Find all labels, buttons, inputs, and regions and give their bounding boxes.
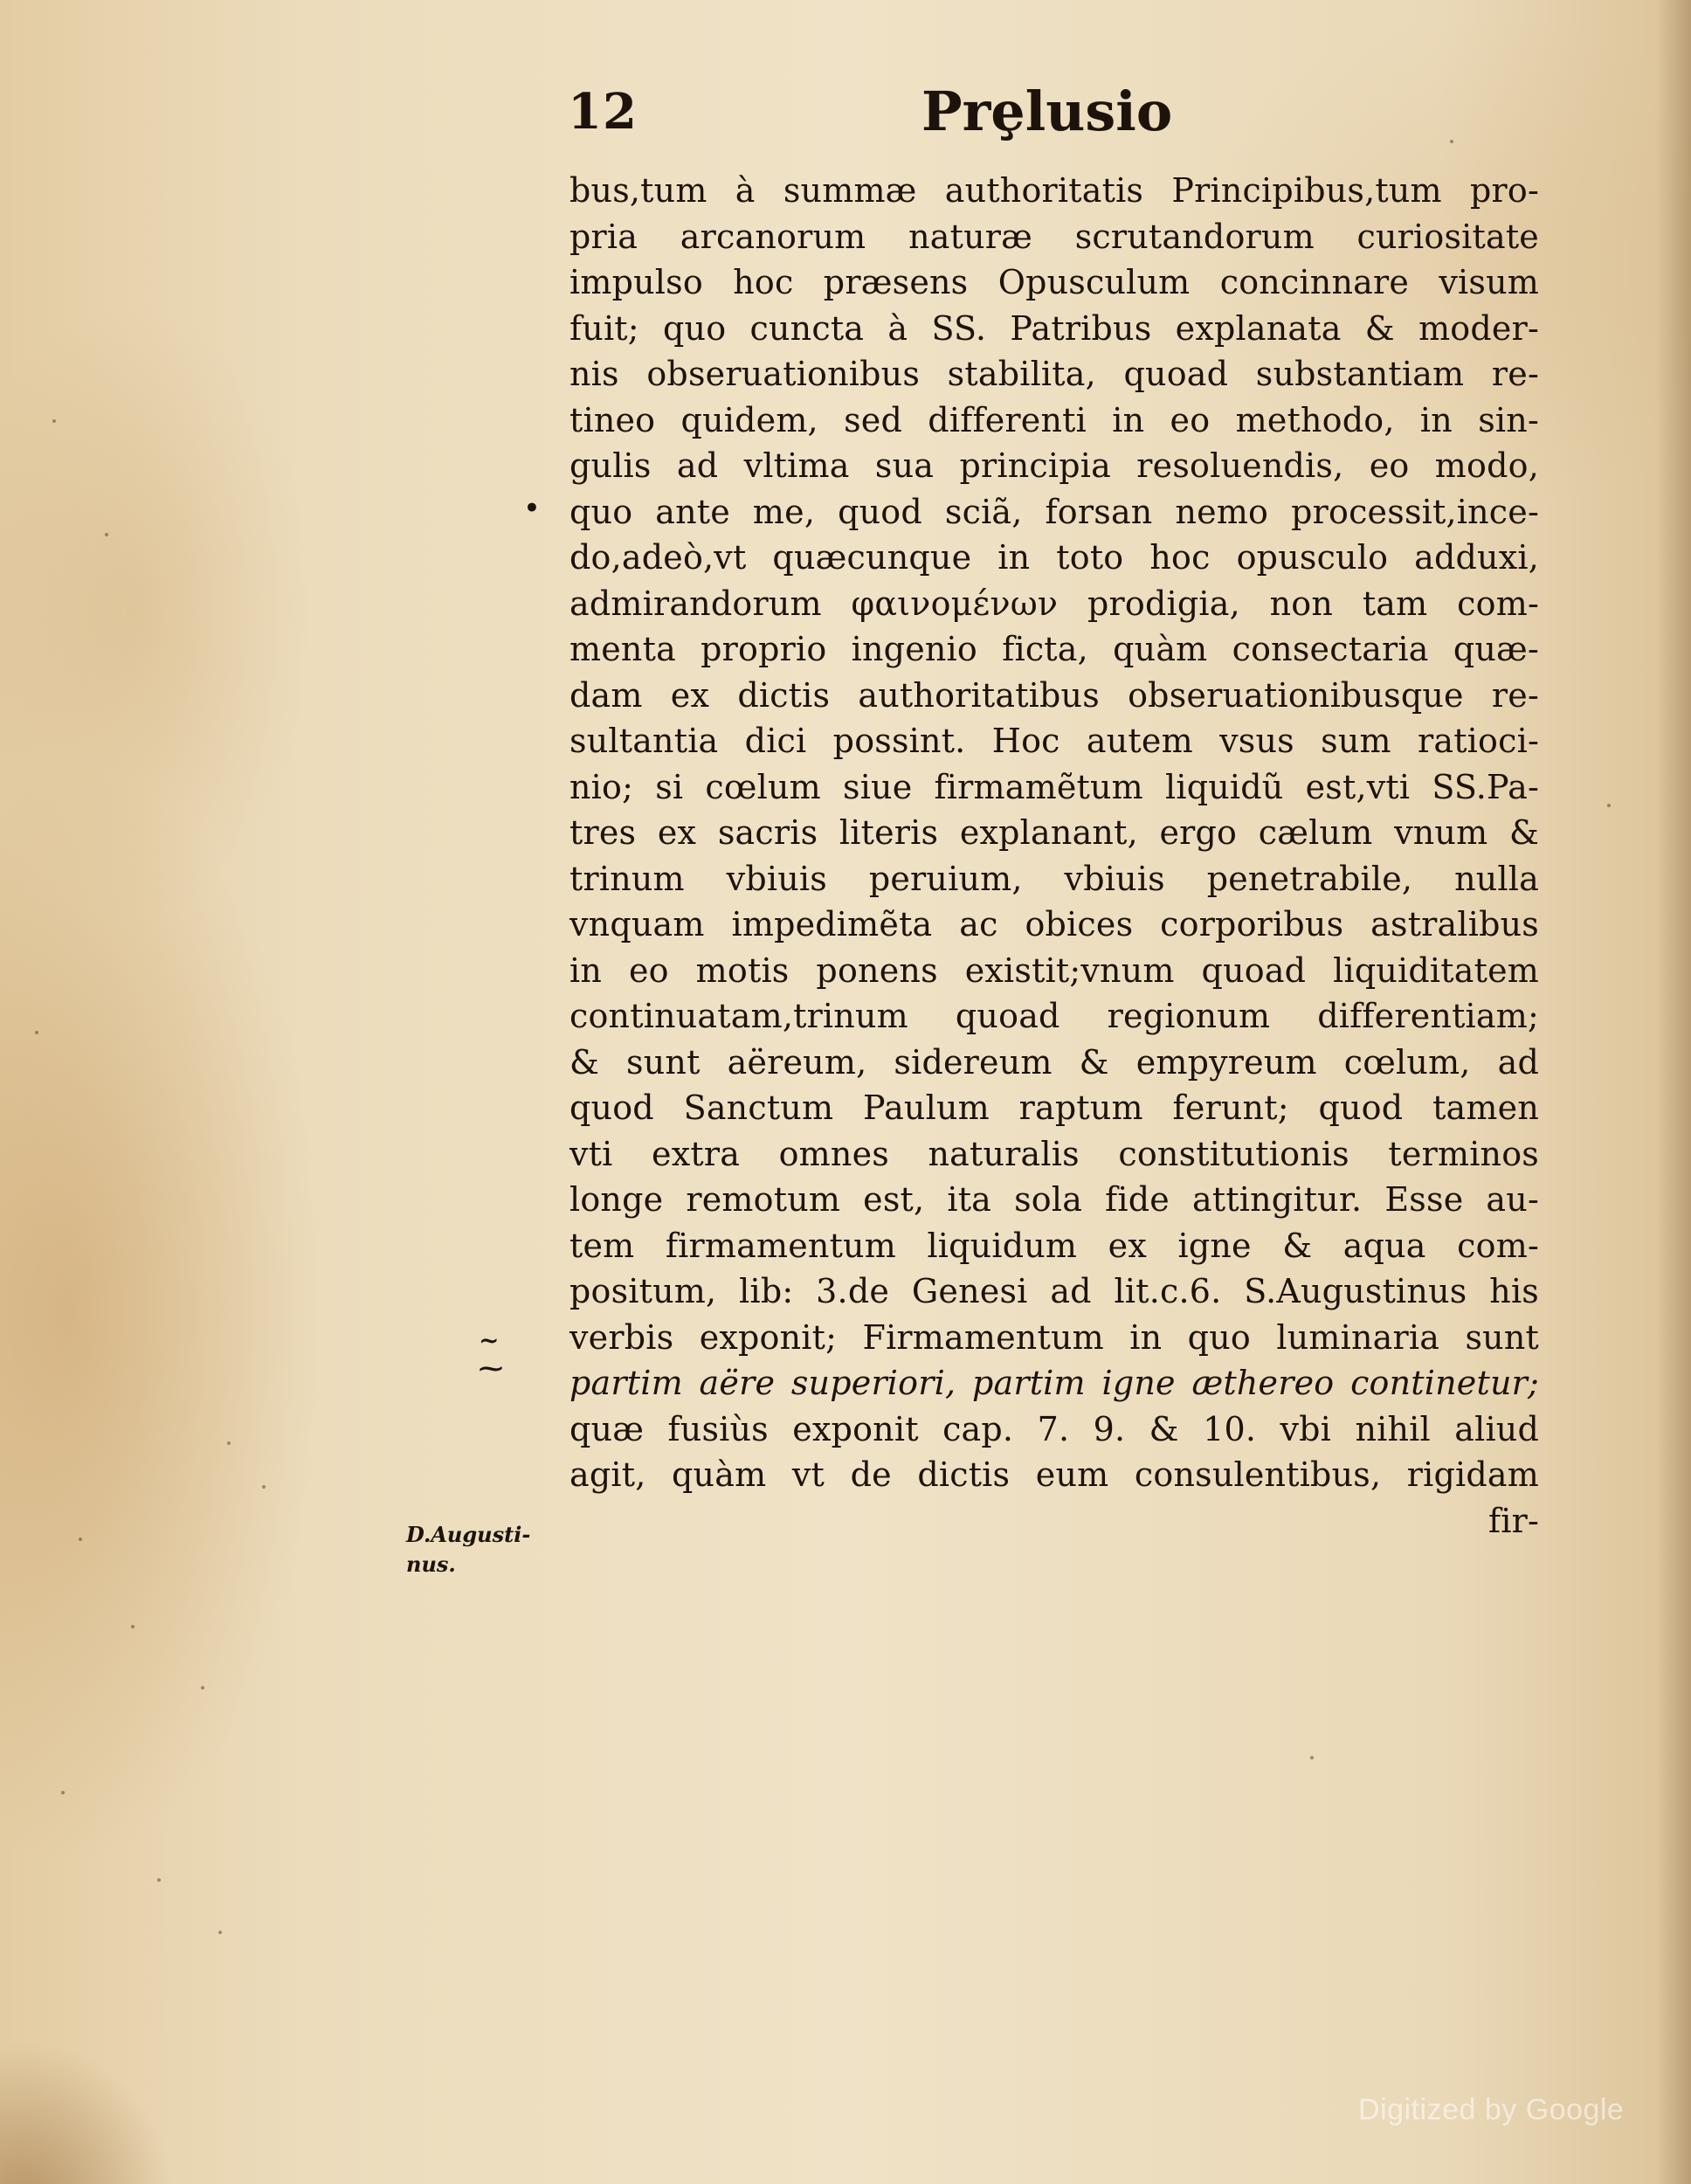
text-line: & sunt aëreum, sidereum & empyreum cœlum, ad <box>569 1042 1539 1082</box>
text-line: tem firmamentum liquidum ex igne & aqua com- <box>569 1226 1539 1265</box>
page-header <box>568 79 1529 153</box>
text-line: quæ fusiùs exponit cap. 7. 9. & 10. vbi nihil aliud <box>569 1409 1539 1448</box>
text-line: fuit; quo cuncta à SS. Patribus explanata & moder- <box>569 308 1539 348</box>
margin-squiggle-mark: ⁓ <box>479 1354 503 1383</box>
text-line: tres ex sacris literis explanant, ergo cælum vnum & <box>569 813 1539 852</box>
text-line: tineo quidem, sed differenti in eo methodo, in sin- <box>569 400 1539 439</box>
text-line: quo ante me, quod sciã, forsan nemo processit,ince- <box>569 492 1539 531</box>
text-line: dam ex dictis authoritatibus obseruationibusque re- <box>569 675 1539 715</box>
text-line: nio; si cœlum siue firmamẽtum liquidũ est,vti SS.Pa- <box>569 767 1539 806</box>
margin-note-line: nus. <box>406 1552 456 1577</box>
text-line: impulso hoc præsens Opusculum concinnare visum <box>569 263 1539 301</box>
text-line: continuatam,trinum quoad regionum differentiam; <box>569 997 1539 1035</box>
margin-squiggle-mark: ~ <box>479 1326 500 1355</box>
text-line: quod Sanctum Paulum raptum ferunt; quod tamen <box>569 1089 1539 1127</box>
page-number: 12 <box>568 83 638 141</box>
text-line: do,adeò,vt quæcunque in toto hoc opusculo adduxi, <box>569 538 1539 577</box>
text-line: verbis exponit; Firmamentum in quo luminaria sunt <box>569 1317 1539 1357</box>
text-line: nis obseruationibus stabilita, quoad substantiam re- <box>569 355 1539 393</box>
digitized-watermark: Digitized by Google <box>1358 2093 1625 2126</box>
text-line: positum, lib: 3.de Genesi ad lit.c.6. S.Augustinus his <box>569 1272 1539 1310</box>
text-line-italic: partim aëre superiori, partim igne æthereo continetur; <box>569 1364 1539 1402</box>
margin-note-line: D.Augusti- <box>406 1522 531 1547</box>
text-line: menta proprio ingenio ficta, quàm consectaria quæ- <box>569 630 1539 668</box>
text-line: admirandorum φαινομένων prodigia, non tam com- <box>569 584 1539 623</box>
text-line: vti extra omnes naturalis constitutionis terminos <box>569 1134 1539 1173</box>
page-gutter-shadow <box>1656 0 1691 2184</box>
text-line: sultantia dici possint. Hoc autem vsus sum ratioci- <box>569 722 1539 760</box>
margin-note-augustinus <box>406 1520 537 1579</box>
text-line: pria arcanorum naturæ scrutandorum curiositate <box>569 217 1539 256</box>
text-line: in eo motis ponens existit;vnum quoad liquiditatem <box>569 950 1539 990</box>
text-line: trinum vbiuis peruium, vbiuis penetrabile, nulla <box>569 859 1539 898</box>
text-line: gulis ad vltima sua principia resoluendis, eo modo, <box>569 446 1539 485</box>
body-text <box>569 168 1539 1544</box>
torn-corner-stain <box>0 1992 245 2184</box>
text-line: agit, quàm vt de dictis eum consulentibus, rigidam <box>569 1455 1539 1494</box>
text-line: bus,tum à summæ authoritatis Principibus,tum pro- <box>569 171 1539 210</box>
catchword: fir- <box>1487 1501 1539 1540</box>
text-line: longe remotum est, ita sola fide attingitur. Esse au- <box>569 1180 1539 1219</box>
running-title: Prȩlusio <box>921 79 1173 143</box>
margin-dot-mark: • <box>524 494 540 522</box>
text-line: vnquam impedimẽta ac obices corporibus astralibus <box>569 905 1539 943</box>
